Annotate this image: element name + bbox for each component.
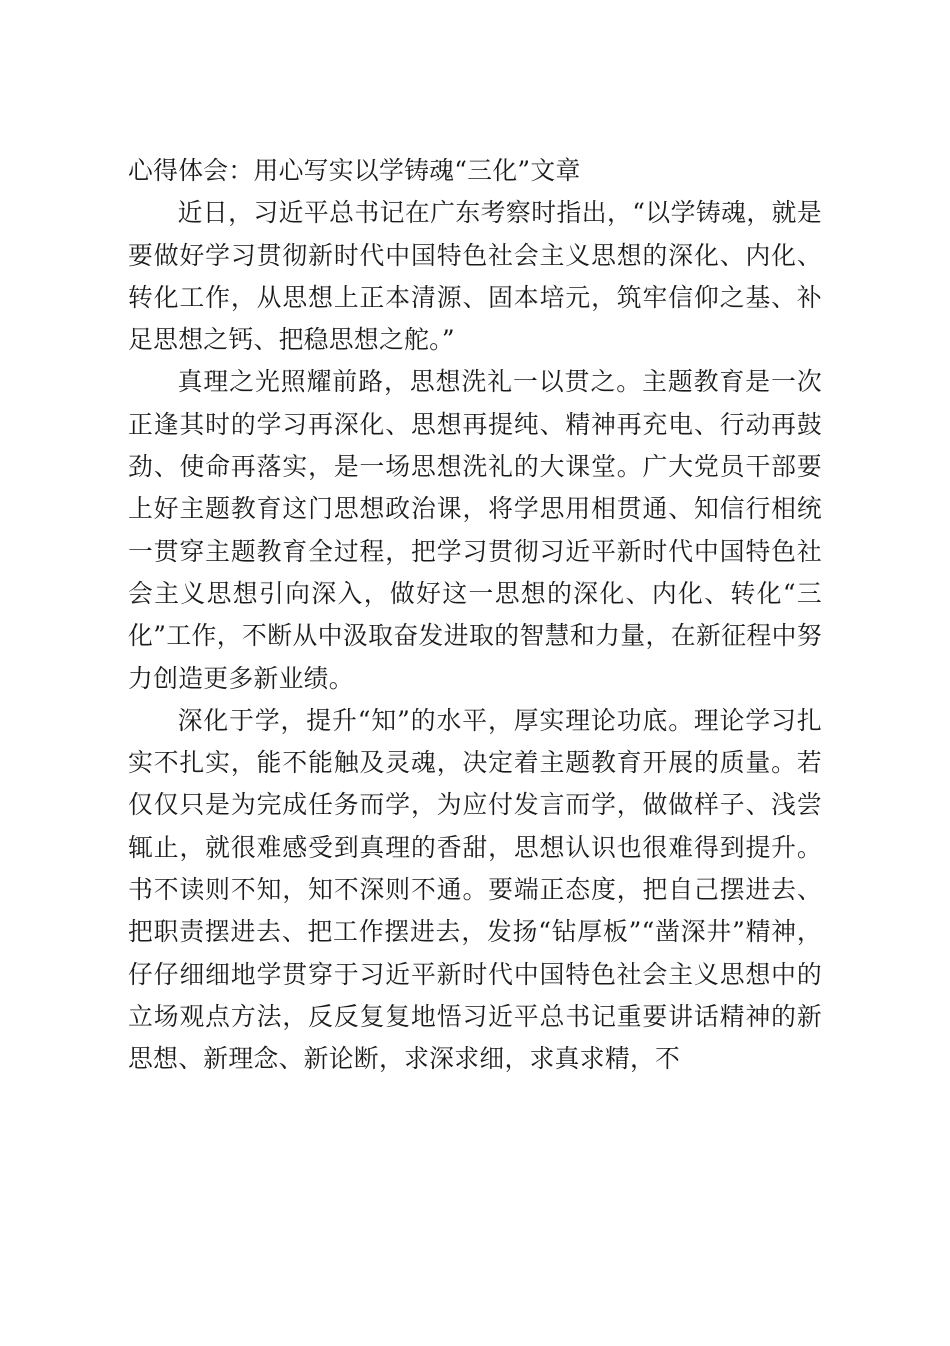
document-title: 心得体会：用心写实以学铸魂“三化”文章 <box>128 156 581 185</box>
paragraph-truth-light: 真理之光照耀前路，思想洗礼一以贯之。主题教育是一次正逢其时的学习再深化、思想再提纯、精神再充电、行动再鼓劲、使命再落实，是一场思想洗礼的大课堂。广大党员干部要上好主题教育这门思想政治课，将学思用相贯通、知信行相统一贯穿主题教育全过程，把学习贯彻习近平新时代中国特色社会主义思想引向深入，做好这一思想的深化、内化、转化“三化”工作，不断从中汲取奋发进取的智慧和力量，在新征程中努力创造更多新业绩。 <box>128 367 822 693</box>
paragraph-deepen-learning: 深化于学，提升“知”的水平，厚实理论功底。理论学习扎实不扎实，能不能触及灵魂，决定着主题教育开展的质量。若仅仅只是为完成任务而学，为应付发言而学，做做样子、浅尝辄止，就很难感受到真理的香甜，思想认识也很难得到提升。书不读则不知，知不深则不通。要端正态度，把自己摆进去、把职责摆进去、把工作摆进去，发扬“钻厚板”“凿深井”精神，仔仔细细地学贯穿于习近平新时代中国特色社会主义思想中的立场观点方法，反反复复地悟习近平总书记重要讲话精神的新思想、新理念、新论断，求深求细，求真求精，不 <box>128 705 822 1074</box>
paragraph-intro: 近日，习近平总书记在广东考察时指出，“以学铸魂，就是要做好学习贯彻新时代中国特色社会主义思想的深化、内化、转化工作，从思想上正本清源、固本培元，筑牢信仰之基、补足思想之钙、把稳思想之舵。” <box>128 198 822 355</box>
document-body <box>128 150 822 1081</box>
